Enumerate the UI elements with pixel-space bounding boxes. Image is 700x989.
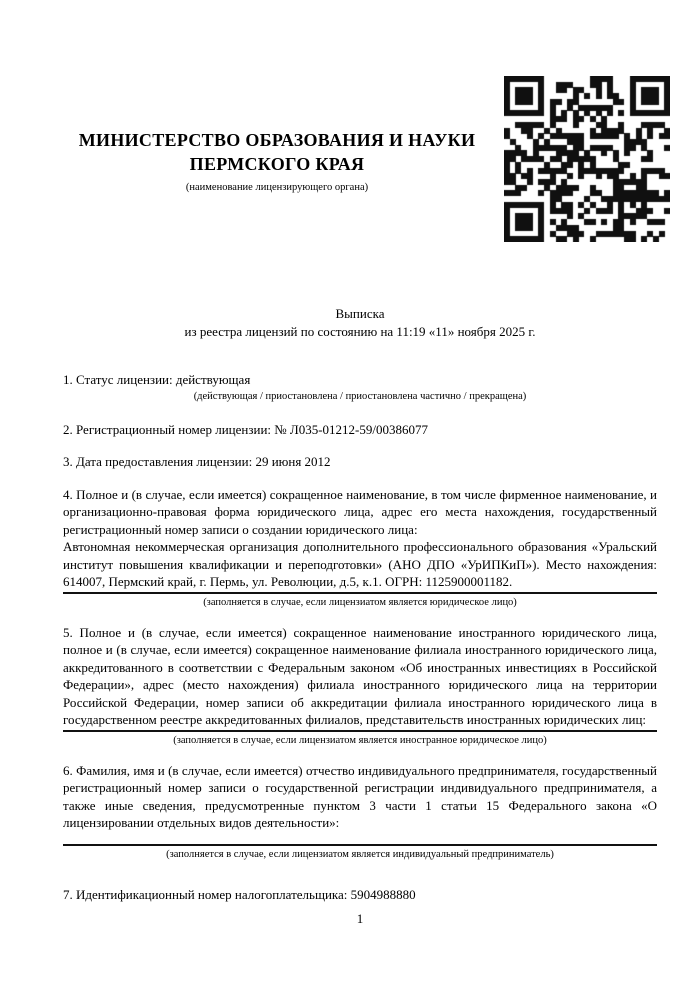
registration-number-line: 2. Регистрационный номер лицензии: № Л035-01212-59/00386077 xyxy=(63,421,429,437)
fill-in-line xyxy=(63,592,657,594)
legal-entity-value: Автономная некоммерческая организация дополнительного профессионального образования «Уральский институт повышения квалификации и переподготовки» (АНО ДПО «УрИПКиП»). Место нахождения: 614007, Пермский край, г. Пермь, ул. Революции, д.5, к.1. ОГРН: 1125900001182. xyxy=(63,539,657,589)
ministry-name-line1: МИНИСТЕРСТВО ОБРАЗОВАНИЯ И НАУКИ xyxy=(78,130,476,150)
document-subtitle: из реестра лицензий по состоянию на 11:19 «11» ноября 2025 г. xyxy=(184,323,536,339)
ministry-name-line2: ПЕРМСКОГО КРАЯ xyxy=(189,154,365,174)
legal-entity-section-label: 4. Полное и (в случае, если имеется) сокращенное наименование, в том числе фирменное наименование, и организационно-правовая форма юридического лица, адрес его места нахождения, государственный регистрационный номер записи о создании юридического лица: xyxy=(63,486,657,537)
foreign-entity-note: (заполняется в случае, если лицензиатом является иностранное юридическое лицо) xyxy=(173,734,547,746)
license-status-line: 1. Статус лицензии: действующая xyxy=(63,372,251,387)
document-body xyxy=(63,0,657,928)
fill-in-line xyxy=(63,844,657,846)
taxpayer-id-line: 7. Идентификационный номер налогоплательщика: 5904988880 xyxy=(63,886,416,902)
entrepreneur-section-label: 6. Фамилия, имя и (в случае, если имеется) отчество индивидуального предпринимателя, государственный регистрационный номер записи о государственной регистрации индивидуального предпринимателя, а также иные сведения, предусмотренные пунктом 3 части 1 статьи 15 Федерального закона «О лицензировании отдельных видов деятельности»: xyxy=(63,762,657,830)
licensing-authority-caption: (наименование лицензирующего органа) xyxy=(185,182,369,193)
foreign-entity-section-label: 5. Полное и (в случае, если имеется) сокращенное наименование иностранного юридического лица, полное и (в случае, если имеется) сокращенное наименование филиала иностранного юридического лица, аккредитованного в соответствии с Федеральным законом «Об иностранных инвестициях в Российской Федерации», адрес (место нахождения) филиала иностранного юридического лица на территории Российской Федерации, номер записи об аккредитации филиала иностранного юридического лица в государственном реестре аккредитованных филиалов, представительств иностранных юридических лиц: xyxy=(63,624,657,727)
license-status-options-note: (действующая / приостановлена / приостановлена частично / прекращена) xyxy=(193,390,527,402)
fill-in-line xyxy=(63,730,657,732)
page-number: 1 xyxy=(356,911,364,926)
entrepreneur-note: (заполняется в случае, если лицензиатом является индивидуальный предприниматель) xyxy=(166,848,554,860)
document-title: Выписка xyxy=(335,306,385,321)
legal-entity-note: (заполняется в случае, если лицензиатом является юридическое лицо) xyxy=(203,596,517,608)
grant-date-line: 3. Дата предоставления лицензии: 29 июня 2012 xyxy=(63,454,331,469)
